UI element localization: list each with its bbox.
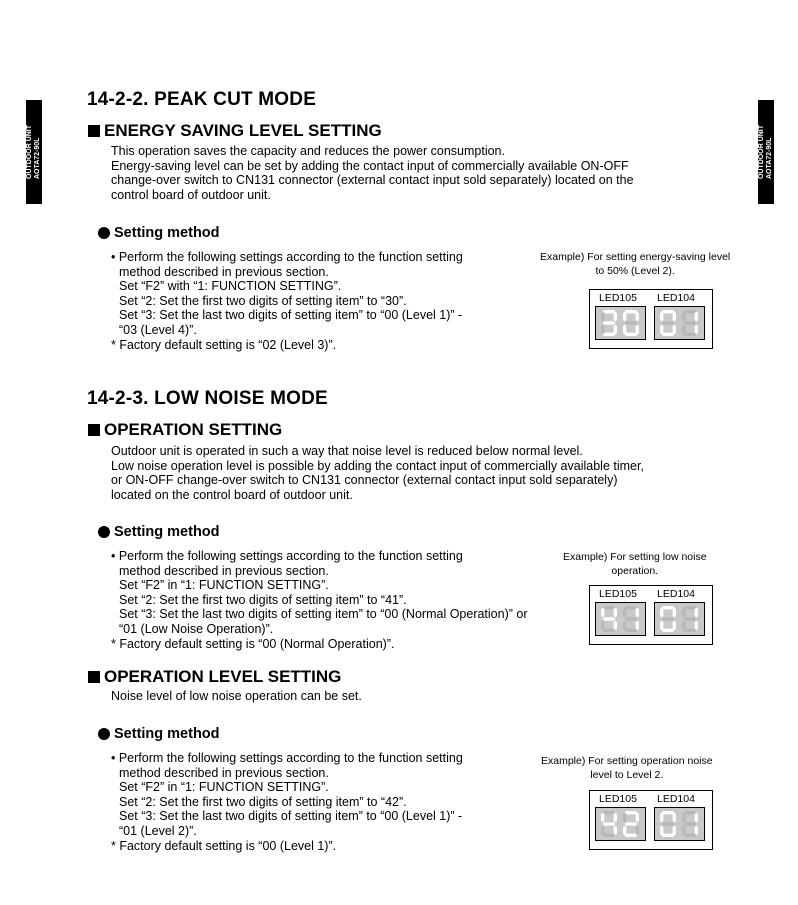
step-line: “03 (Level 4)”.: [119, 322, 197, 337]
step-line: “01 (Level 2)”.: [119, 823, 197, 838]
description-line: Low noise operation level is possible by adding the contact input of commercially available timer,: [111, 458, 644, 473]
step-line: * Factory default setting is “02 (Level 3)”.: [111, 337, 337, 352]
led-segment: [695, 312, 698, 322]
step-line: Set “F2” with “1: FUNCTION SETTING”.: [119, 279, 342, 294]
led-segment: [623, 813, 626, 823]
led-segment: [625, 629, 638, 632]
section-title-peak-cut: 14-2-2. PEAK CUT MODE: [87, 89, 317, 110]
caption-line: Example) For setting low noise: [563, 551, 707, 563]
led-segment: [662, 822, 675, 825]
led-panel: [589, 790, 713, 850]
description-line: Noise level of low noise operation can be set.: [111, 689, 362, 703]
side-tab-line2: AOTA72-90L: [766, 137, 773, 180]
led104-display: [654, 602, 705, 636]
side-tab-line2: AOTA72-90L: [34, 137, 41, 180]
led-segment: [603, 629, 616, 632]
step-line: * Factory default setting is “00 (Level 1)”.: [111, 838, 337, 853]
led-segment: [673, 608, 676, 618]
led-segment: [603, 617, 616, 620]
subsection-heading-operation-setting: [88, 420, 282, 440]
led-segment: [601, 325, 604, 335]
square-bullet-icon: [88, 125, 100, 137]
led-segment: [623, 608, 626, 618]
step-line: Set “3: Set the last two digits of setting item” to “00 (Normal Operation)” or: [119, 607, 528, 622]
led-segment: [682, 813, 685, 823]
caption-line: to 50% (Level 2).: [595, 265, 675, 277]
led-segment: [625, 310, 638, 313]
led-segment: [601, 813, 604, 823]
led-segment: [660, 621, 663, 631]
led-segment: [682, 608, 685, 618]
step-line: • Perform the following settings according to the function setting: [111, 250, 463, 264]
led104-label: LED104: [657, 793, 695, 805]
led105-display: [595, 602, 646, 636]
seven-segment-digits: [596, 603, 645, 635]
led-segment: [614, 312, 617, 322]
led-segment: [601, 312, 604, 322]
led-segment: [682, 826, 685, 836]
side-tab-left: [26, 100, 42, 204]
heading-text: OPERATION LEVEL SETTING: [104, 667, 342, 686]
led-segment: [660, 608, 663, 618]
led104-label: LED104: [657, 292, 695, 304]
setting-method-heading: [98, 524, 220, 540]
led-segment: [636, 813, 639, 823]
led-segment: [662, 606, 675, 609]
led104-display: [654, 306, 705, 340]
led-segment: [660, 826, 663, 836]
step-line: method described in previous section.: [119, 765, 329, 780]
side-tab-line1: OUTDOOR UNIT: [26, 124, 33, 180]
step-line: “01 (Low Noise Operation)”.: [119, 621, 274, 636]
led-segment: [662, 617, 675, 620]
led-segment: [673, 813, 676, 823]
led-segment: [684, 617, 697, 620]
seven-segment-digits: [596, 808, 645, 840]
led-segment: [662, 629, 675, 632]
step-line: Set “2: Set the first two digits of setting item” to “41”.: [119, 592, 407, 607]
description-line: or ON-OFF change-over switch to CN131 connector (external contact input sold separately): [111, 473, 618, 487]
step-line: Set “2: Set the first two digits of setting item” to “42”.: [119, 794, 407, 809]
energy-saving-description: [111, 144, 634, 202]
step-line: * Factory default setting is “00 (Normal Operation)”.: [111, 636, 395, 651]
led-segment: [660, 813, 663, 823]
caption-line: level to Level 2.: [590, 769, 664, 781]
bullet-dot-icon: [98, 526, 110, 538]
led-segment: [684, 629, 697, 632]
subsection-heading-energy-saving: [88, 121, 382, 141]
step-line: Set “2: Set the first two digits of setting item” to “30”.: [119, 293, 407, 308]
setting-method-heading: [98, 726, 220, 742]
led-panel: [589, 289, 713, 349]
step-line: • Perform the following settings according to the function setting: [111, 549, 463, 563]
led-segment: [662, 321, 675, 324]
seven-segment-digits: [655, 307, 704, 339]
led-segment: [603, 822, 616, 825]
led-segment: [662, 333, 675, 336]
example-caption: [541, 754, 713, 782]
heading-text: Setting method: [114, 524, 220, 540]
led-segment: [603, 333, 616, 336]
seven-segment-digits: [655, 603, 704, 635]
setting-steps: [111, 250, 463, 352]
led-segment: [603, 811, 616, 814]
led-segment: [684, 333, 697, 336]
led-segment: [660, 325, 663, 335]
led-segment: [603, 606, 616, 609]
description-line: control board of outdoor unit.: [111, 187, 271, 202]
led104-display: [654, 807, 705, 841]
led-segment: [625, 834, 638, 837]
led-segment: [601, 621, 604, 631]
led-segment: [625, 606, 638, 609]
setting-method-heading: [98, 225, 220, 241]
example-caption: [563, 550, 707, 578]
led-panel: [589, 585, 713, 645]
led-segment: [614, 608, 617, 618]
subsection-heading-operation-level: [88, 667, 341, 687]
seven-segment-digits: [596, 307, 645, 339]
led-segment: [684, 811, 697, 814]
led105-label: LED105: [599, 793, 637, 805]
side-tab-right: [758, 100, 774, 204]
square-bullet-icon: [88, 424, 100, 436]
description-line: change-over switch to CN131 connector (external contact input sold separately) located on the: [111, 173, 634, 187]
led-segment: [660, 312, 663, 322]
caption-line: Example) For setting energy-saving level: [540, 251, 731, 263]
led-segment: [625, 822, 638, 825]
led-segment: [636, 608, 639, 618]
led-segment: [662, 834, 675, 837]
caption-line: Example) For setting operation noise: [541, 755, 713, 767]
led-segment: [684, 310, 697, 313]
side-tab-line1: OUTDOOR UNIT: [758, 124, 765, 180]
led-segment: [684, 321, 697, 324]
description-line: Energy-saving level can be set by adding the contact input of commercially available ON-OFF: [111, 158, 629, 173]
led-segment: [625, 617, 638, 620]
setting-steps: [111, 549, 528, 651]
led-segment: [662, 811, 675, 814]
led-segment: [614, 813, 617, 823]
step-line: Set “3: Set the last two digits of setting item” to “00 (Level 1)” -: [119, 308, 463, 323]
step-line: method described in previous section.: [119, 563, 329, 578]
heading-text: Setting method: [114, 726, 220, 742]
led-segment: [601, 826, 604, 836]
bullet-dot-icon: [98, 728, 110, 740]
description-line: This operation saves the capacity and reduces the power consumption.: [111, 144, 505, 158]
led-segment: [684, 834, 697, 837]
led-segment: [682, 621, 685, 631]
led-segment: [682, 312, 685, 322]
step-line: method described in previous section.: [119, 264, 329, 279]
led105-display: [595, 807, 646, 841]
led105-label: LED105: [599, 292, 637, 304]
led-segment: [684, 606, 697, 609]
section-title-low-noise: 14-2-3. LOW NOISE MODE: [87, 388, 328, 409]
seven-segment-digits: [655, 808, 704, 840]
led-segment: [695, 608, 698, 618]
setting-steps: [111, 751, 463, 853]
led-segment: [662, 310, 675, 313]
led-segment: [673, 312, 676, 322]
led-segment: [695, 813, 698, 823]
step-line: Set “F2” in “1: FUNCTION SETTING”.: [119, 578, 329, 593]
led-segment: [603, 321, 616, 324]
led-segment: [623, 325, 626, 335]
example-caption: [540, 250, 730, 278]
bullet-dot-icon: [98, 227, 110, 239]
operation-level-description: [111, 689, 362, 704]
operation-setting-description: [111, 444, 644, 502]
heading-text: Setting method: [114, 225, 220, 241]
led-segment: [603, 310, 616, 313]
heading-text: ENERGY SAVING LEVEL SETTING: [104, 121, 382, 140]
led-segment: [682, 325, 685, 335]
step-line: • Perform the following settings according to the function setting: [111, 751, 463, 765]
led-segment: [625, 333, 638, 336]
step-line: Set “F2” in “1: FUNCTION SETTING”.: [119, 780, 329, 795]
led105-display: [595, 306, 646, 340]
led-segment: [603, 834, 616, 837]
caption-line: operation.: [611, 565, 659, 577]
led-segment: [623, 621, 626, 631]
led104-label: LED104: [657, 588, 695, 600]
led-segment: [684, 822, 697, 825]
led-segment: [625, 811, 638, 814]
led-segment: [636, 312, 639, 322]
description-line: Outdoor unit is operated in such a way that noise level is reduced below normal level.: [111, 444, 583, 458]
heading-text: OPERATION SETTING: [104, 420, 283, 439]
led-segment: [623, 826, 626, 836]
led-segment: [625, 321, 638, 324]
led-segment: [601, 608, 604, 618]
description-line: located on the control board of outdoor unit.: [111, 487, 353, 502]
led-segment: [623, 312, 626, 322]
step-line: Set “3: Set the last two digits of setting item” to “00 (Level 1)” -: [119, 809, 463, 824]
square-bullet-icon: [88, 671, 100, 683]
led105-label: LED105: [599, 588, 637, 600]
